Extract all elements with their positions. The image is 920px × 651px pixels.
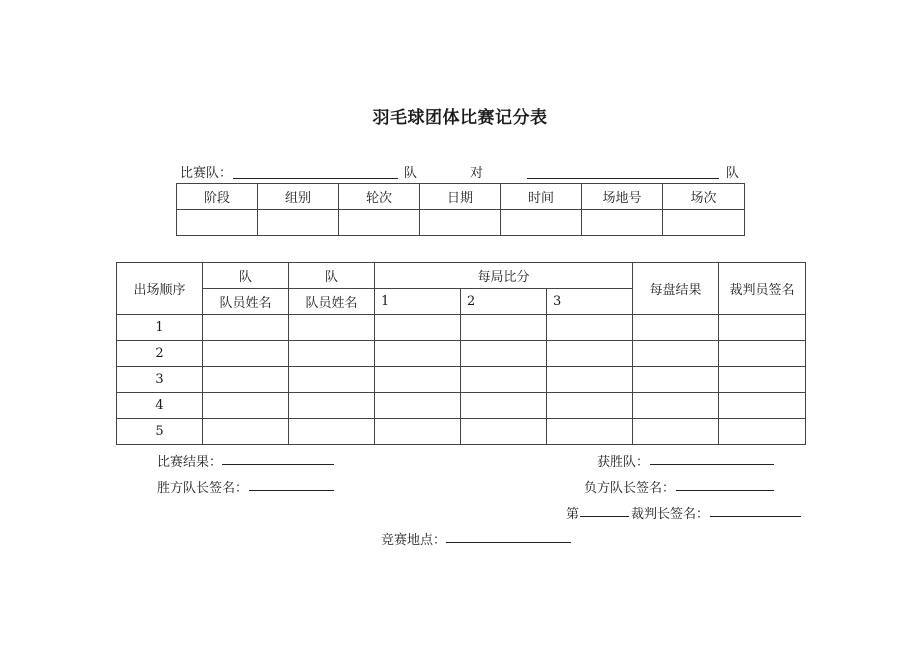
- game-1-cell[interactable]: [375, 315, 461, 341]
- player-b-cell[interactable]: [289, 315, 375, 341]
- game-1-header: 1: [375, 289, 461, 315]
- winner-label: 获胜队：: [597, 455, 650, 470]
- player-a-cell[interactable]: [203, 341, 289, 367]
- score-table: [116, 262, 806, 445]
- match-number-cell[interactable]: [663, 210, 745, 236]
- game-3-cell[interactable]: [547, 315, 633, 341]
- result-cell[interactable]: [633, 393, 719, 419]
- game-3-cell[interactable]: [547, 341, 633, 367]
- game-2-cell[interactable]: [461, 393, 547, 419]
- court-header: 场地号: [582, 184, 663, 210]
- team-2-blank[interactable]: [527, 178, 719, 179]
- game-1-cell[interactable]: [375, 367, 461, 393]
- team-1-suffix: 队: [404, 166, 418, 181]
- player-a-cell[interactable]: [203, 393, 289, 419]
- game-1-cell[interactable]: [375, 341, 461, 367]
- team-a-header: 队: [203, 263, 289, 289]
- team-b-header: 队: [289, 263, 375, 289]
- player-b-cell[interactable]: [289, 367, 375, 393]
- venue-blank[interactable]: [446, 542, 571, 543]
- umpire-label: 裁判长签名：: [631, 507, 710, 522]
- round-cell[interactable]: [339, 210, 420, 236]
- info-value-row: [177, 210, 745, 236]
- table-row: [117, 393, 806, 419]
- player-b-cell[interactable]: [289, 393, 375, 419]
- player-a-cell[interactable]: [203, 367, 289, 393]
- umpire-blank[interactable]: [710, 516, 801, 517]
- versus-label: 对: [470, 166, 484, 181]
- game-2-cell[interactable]: [461, 419, 547, 445]
- games-header: 每局比分: [375, 263, 633, 289]
- player-a-cell[interactable]: [203, 419, 289, 445]
- match-teams-label: 比赛队：: [180, 166, 233, 181]
- game-3-cell[interactable]: [547, 367, 633, 393]
- referee-cell[interactable]: [719, 419, 806, 445]
- order-cell: 5: [117, 419, 203, 445]
- team-1-blank[interactable]: [233, 178, 398, 179]
- court-cell[interactable]: [582, 210, 663, 236]
- info-header-row: [177, 184, 745, 210]
- referee-cell[interactable]: [719, 341, 806, 367]
- result-header: 每盘结果: [633, 263, 719, 315]
- date-header: 日期: [420, 184, 501, 210]
- order-cell: 2: [117, 341, 203, 367]
- order-cell: 1: [117, 315, 203, 341]
- date-cell[interactable]: [420, 210, 501, 236]
- time-cell[interactable]: [501, 210, 582, 236]
- order-cell: 3: [117, 367, 203, 393]
- stage-header: 阶段: [177, 184, 258, 210]
- game-2-header: 2: [461, 289, 547, 315]
- match-result-blank[interactable]: [222, 464, 334, 465]
- winner-blank[interactable]: [650, 464, 774, 465]
- table-row: [117, 315, 806, 341]
- referee-cell[interactable]: [719, 393, 806, 419]
- winner-captain-blank[interactable]: [249, 490, 334, 491]
- match-result-label: 比赛结果：: [157, 455, 223, 470]
- page-title: 羽毛球团体比赛记分表: [372, 108, 548, 128]
- game-3-cell[interactable]: [547, 393, 633, 419]
- loser-captain-blank[interactable]: [676, 490, 774, 491]
- game-3-header: 3: [547, 289, 633, 315]
- referee-header: 裁判员签名: [719, 263, 806, 315]
- result-cell[interactable]: [633, 367, 719, 393]
- round-header: 轮次: [339, 184, 420, 210]
- loser-captain-label: 负方队长签名：: [584, 481, 676, 496]
- player-name-a-header: 队员姓名: [203, 289, 289, 315]
- game-2-cell[interactable]: [461, 341, 547, 367]
- result-cell[interactable]: [633, 315, 719, 341]
- team-2-suffix: 队: [726, 166, 740, 181]
- game-2-cell[interactable]: [461, 367, 547, 393]
- table-row: [117, 419, 806, 445]
- order-header: 出场顺序: [117, 263, 203, 315]
- game-2-cell[interactable]: [461, 315, 547, 341]
- referee-cell[interactable]: [719, 367, 806, 393]
- player-a-cell[interactable]: [203, 315, 289, 341]
- match-info-table: [176, 183, 745, 236]
- result-cell[interactable]: [633, 341, 719, 367]
- player-b-cell[interactable]: [289, 341, 375, 367]
- venue-label: 竞赛地点：: [381, 533, 447, 548]
- order-cell: 4: [117, 393, 203, 419]
- umpire-prefix: 第: [566, 507, 580, 522]
- game-1-cell[interactable]: [375, 419, 461, 445]
- game-1-cell[interactable]: [375, 393, 461, 419]
- stage-cell[interactable]: [177, 210, 258, 236]
- umpire-number-blank[interactable]: [580, 516, 629, 517]
- match-number-header: 场次: [663, 184, 745, 210]
- group-cell[interactable]: [258, 210, 339, 236]
- time-header: 时间: [501, 184, 582, 210]
- game-3-cell[interactable]: [547, 419, 633, 445]
- player-name-b-header: 队员姓名: [289, 289, 375, 315]
- referee-cell[interactable]: [719, 315, 806, 341]
- result-cell[interactable]: [633, 419, 719, 445]
- winner-captain-label: 胜方队长签名：: [157, 481, 249, 496]
- player-b-cell[interactable]: [289, 419, 375, 445]
- group-header: 组别: [258, 184, 339, 210]
- table-row: [117, 341, 806, 367]
- table-row: [117, 367, 806, 393]
